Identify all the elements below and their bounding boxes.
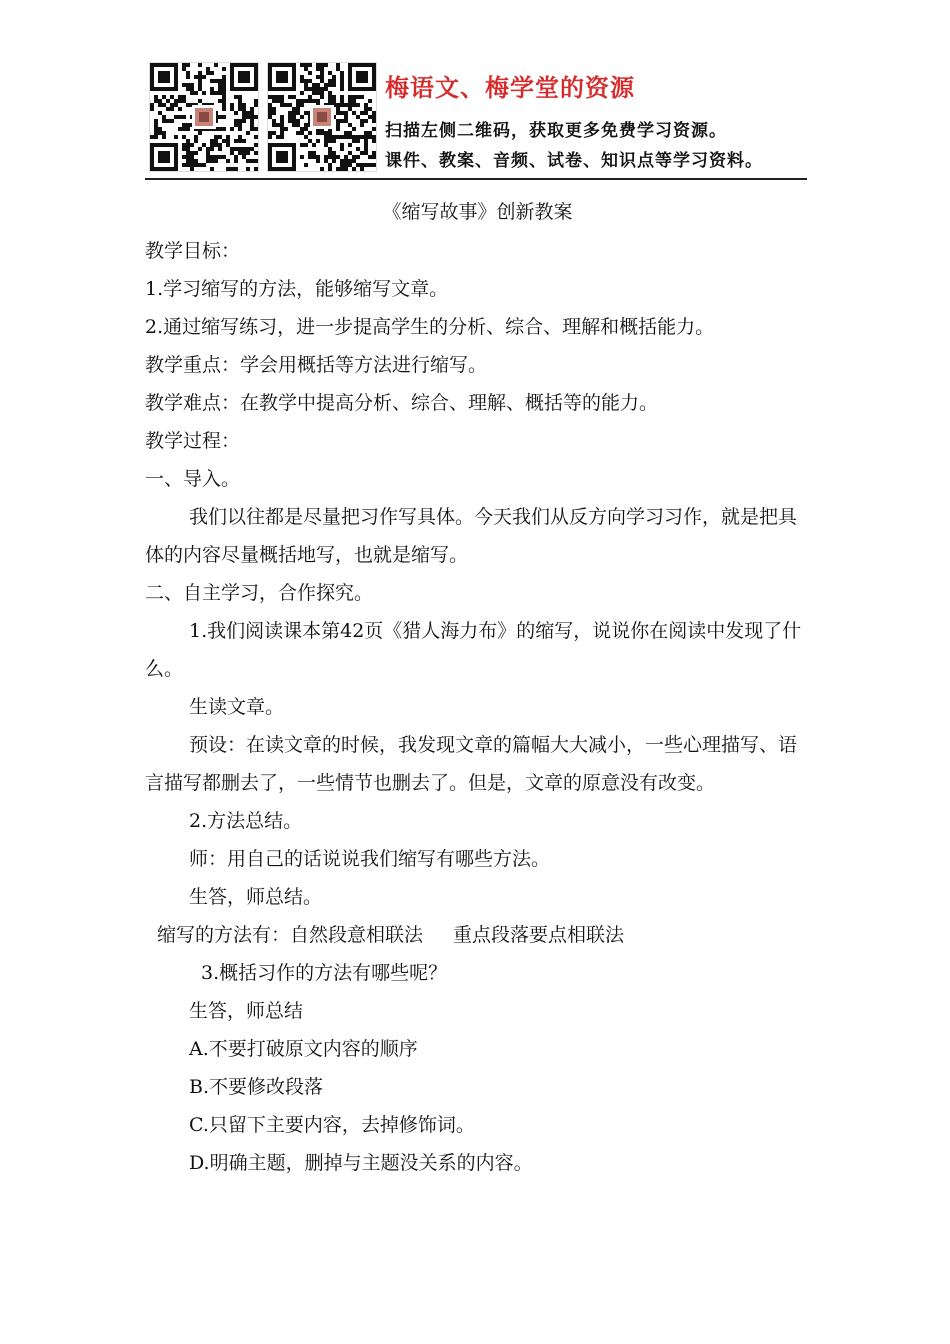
methods-line	[145, 916, 810, 954]
goals-heading: 教学目标：	[145, 240, 241, 262]
section-heading: 二、自主学习，合作探究。	[145, 582, 374, 604]
qr-code-image	[267, 62, 377, 172]
goal-item: 2.通过缩写练习，进一步提高学生的分析、综合、理解和概括能力。	[145, 316, 715, 338]
goal-item: 1.学习缩写的方法，能够缩写文章。	[145, 278, 449, 300]
list-item: A.不要打破原文内容的顺序	[189, 1038, 418, 1060]
process-heading: 教学过程：	[145, 430, 241, 452]
list-item: C.只留下主要内容，去掉修饰词。	[189, 1114, 475, 1136]
header-resources-line: 课件、教案、音频、试卷、知识点等学习资料。	[385, 151, 763, 171]
intro-paragraph: 我们以往都是尽量把习作写具体。今天我们从反方向学习习作，就是把具体的内容尽量概括地写，也就是缩写。	[145, 506, 798, 566]
student-action: 生读文章。	[189, 696, 285, 718]
student-action: 生答，师总结	[189, 1000, 304, 1022]
step-paragraph: 1.我们阅读课本第42页《猎人海力布》的缩写，说说你在阅读中发现了什么。	[145, 620, 802, 680]
header-divider	[145, 178, 807, 180]
document-body	[145, 194, 810, 1182]
preset-paragraph: 预设：在读文章的时候，我发现文章的篇幅大大减小，一些心理描写、语言描写都删去了，一些情节也删去了。但是，文章的原意没有改变。	[145, 734, 798, 794]
list-item: B.不要修改段落	[189, 1076, 324, 1098]
methods-label: 缩写的方法有：自然段意相联法	[157, 924, 424, 946]
student-action: 生答，师总结。	[189, 886, 323, 908]
list-item: D.明确主题，删掉与主题没关系的内容。	[189, 1152, 533, 1174]
step-paragraph: 2.方法总结。	[189, 810, 303, 832]
brand-title: 梅语文、梅学堂的资源	[385, 74, 635, 102]
header-promo-line: 扫描左侧二维码，获取更多免费学习资源。	[385, 121, 727, 141]
section-heading: 一、导入。	[145, 468, 241, 490]
difficulty-point: 教学难点：在教学中提高分析、综合、理解、概括等的能力。	[145, 392, 659, 414]
step-paragraph: 3.概括习作的方法有哪些呢？	[201, 962, 448, 984]
key-point: 教学重点：学会用概括等方法进行缩写。	[145, 354, 488, 376]
document-title: 《缩写故事》创新教案	[382, 201, 573, 223]
qr-code-image	[149, 62, 259, 172]
teacher-question: 师：用自己的话说说我们缩写有哪些方法。	[189, 848, 551, 870]
methods-item: 重点段落要点相联法	[453, 924, 625, 946]
page-header	[145, 60, 807, 180]
